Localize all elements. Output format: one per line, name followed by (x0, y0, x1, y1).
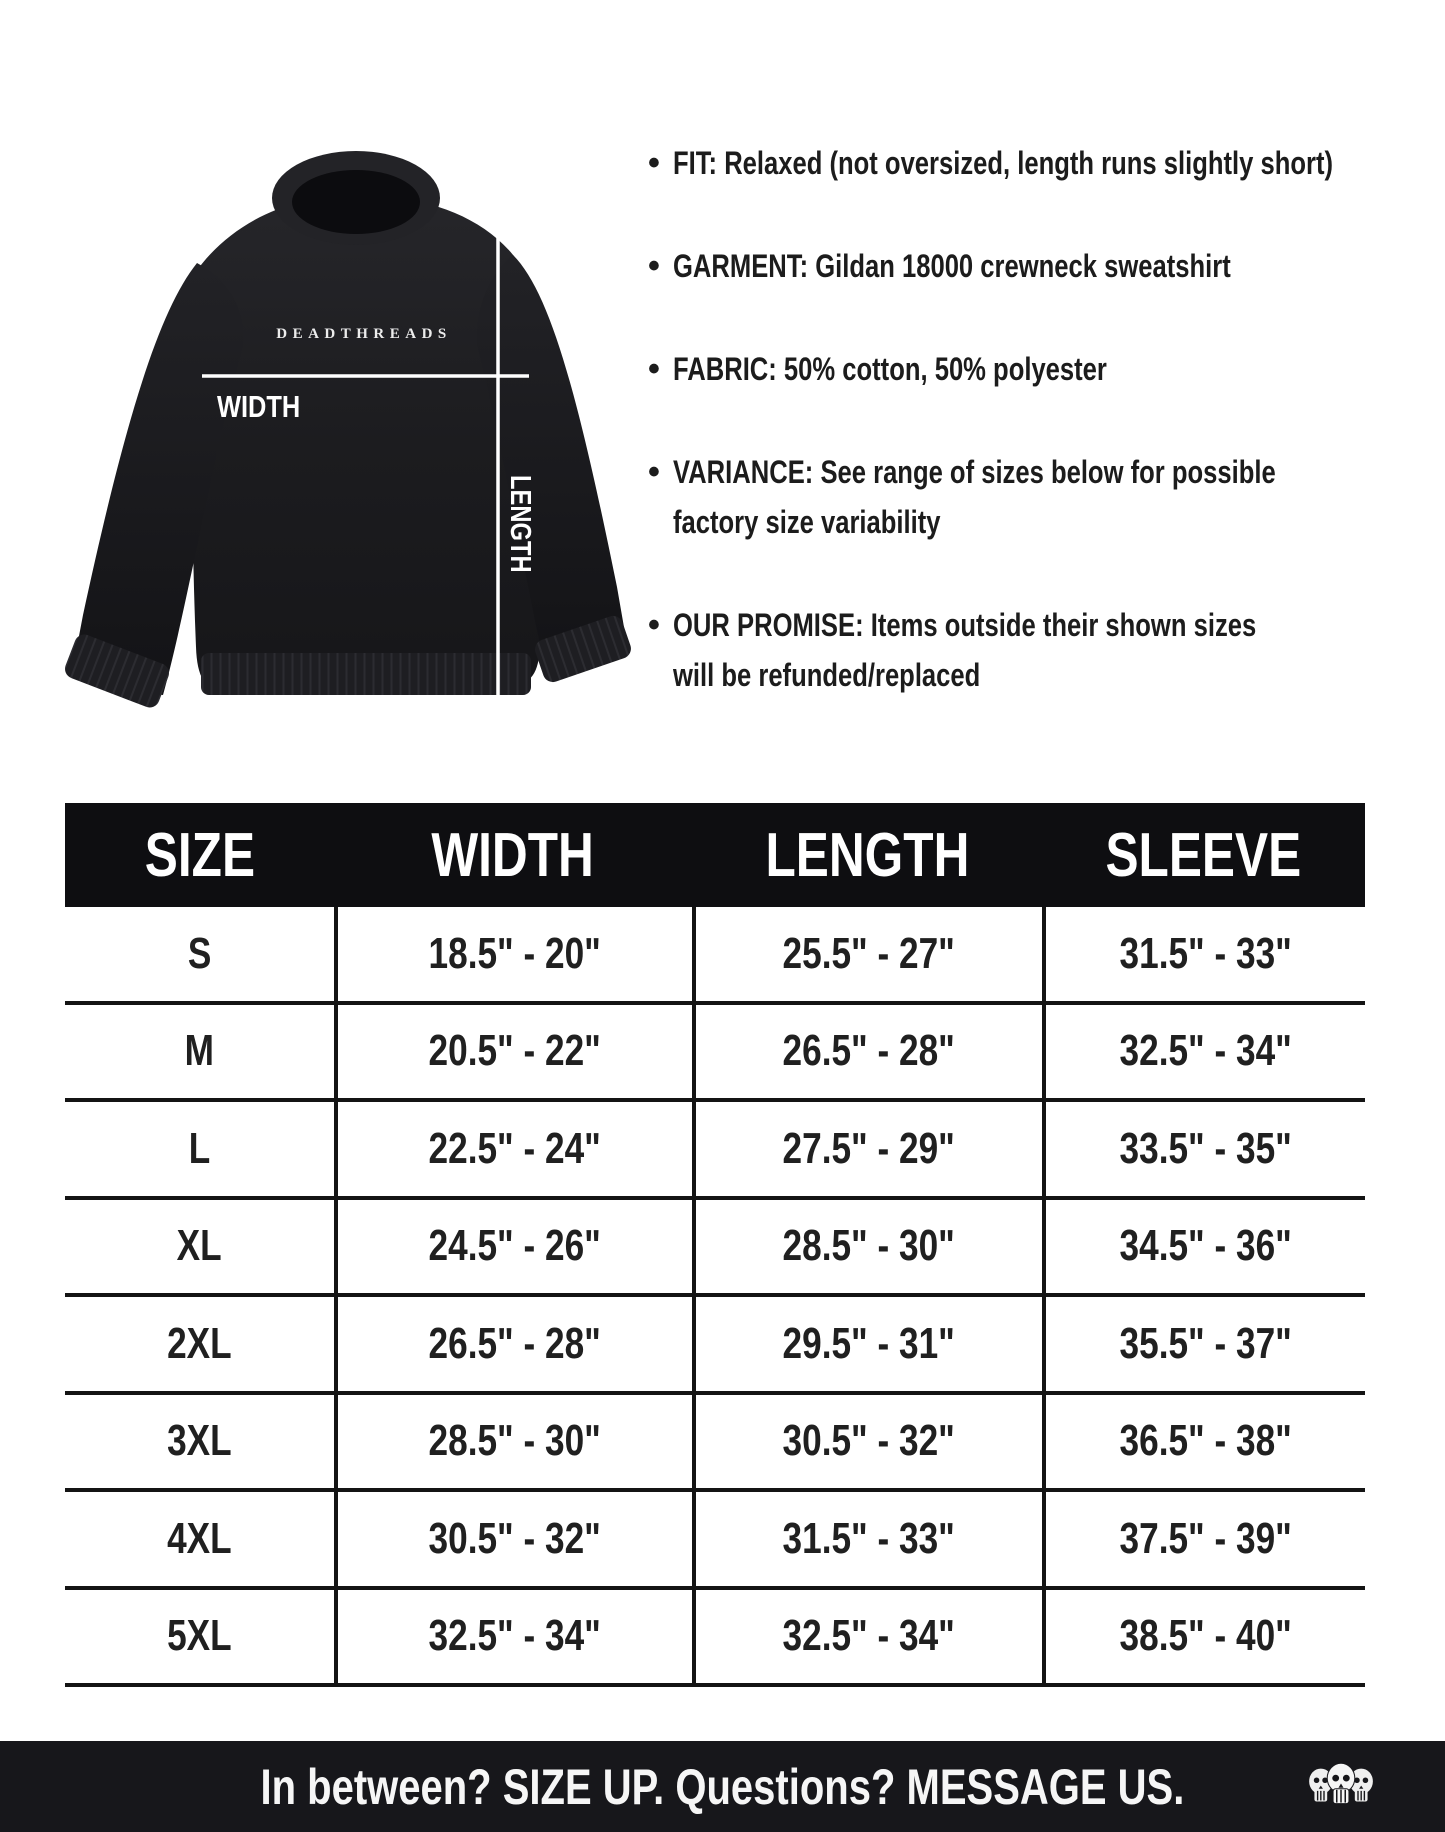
length-cell: 32.5" - 34" (692, 1590, 1042, 1684)
sleeve-cell: 36.5" - 38" (1042, 1395, 1365, 1489)
product-details-list (648, 138, 1428, 753)
table-row (65, 907, 1365, 1005)
table-row (65, 1005, 1365, 1103)
sleeve-cell: 35.5" - 37" (1042, 1297, 1365, 1391)
length-measure-label: LENGTH (504, 475, 538, 573)
footer-message: In between? SIZE UP. Questions? MESSAGE US. (260, 1758, 1185, 1815)
size-cell: 5XL (167, 1611, 232, 1661)
length-cell: 30.5" - 32" (692, 1395, 1042, 1489)
width-cell: 30.5" - 32" (334, 1492, 692, 1586)
table-row (65, 1102, 1365, 1200)
table-row (65, 1492, 1365, 1590)
sleeve-cell: 37.5" - 39" (1042, 1492, 1365, 1586)
width-cell: 24.5" - 26" (334, 1200, 692, 1294)
detail-line: will be refunded/replaced (672, 657, 981, 693)
column-header-width: WIDTH (431, 820, 595, 890)
size-cell: L (188, 1123, 211, 1173)
width-cell: 20.5" - 22" (334, 1005, 692, 1099)
size-cell: 3XL (167, 1416, 232, 1466)
detail-line: • FIT: Relaxed (not oversized, length runs slightly short) (672, 145, 1333, 181)
column-header-length: LENGTH (765, 820, 969, 890)
detail-item-variance (648, 447, 1428, 547)
column-header-sleeve: SLEEVE (1105, 820, 1302, 890)
detail-item-fit (648, 138, 1428, 188)
width-cell: 32.5" - 34" (334, 1590, 692, 1684)
sweatshirt-hem (201, 653, 531, 695)
size-table (65, 803, 1365, 1687)
size-cell: S (187, 928, 212, 978)
detail-line: • GARMENT: Gildan 18000 crewneck sweatshirt (672, 248, 1231, 284)
width-cell: 26.5" - 28" (334, 1297, 692, 1391)
size-cell: XL (176, 1221, 222, 1271)
length-cell: 28.5" - 30" (692, 1200, 1042, 1294)
column-header-size: SIZE (144, 820, 255, 890)
table-row (65, 1200, 1365, 1298)
sleeve-cell: 32.5" - 34" (1042, 1005, 1365, 1099)
detail-line: factory size variability (672, 504, 941, 540)
size-cell: M (184, 1026, 215, 1076)
detail-item-garment (648, 241, 1428, 291)
table-row (65, 1395, 1365, 1493)
detail-line: • FABRIC: 50% cotton, 50% polyester (672, 351, 1107, 387)
length-cell: 31.5" - 33" (692, 1492, 1042, 1586)
detail-item-fabric (648, 344, 1428, 394)
sweatshirt-image (45, 95, 645, 720)
size-cell: 2XL (167, 1318, 232, 1368)
sleeve-cell: 31.5" - 33" (1042, 907, 1365, 1001)
length-cell: 27.5" - 29" (692, 1102, 1042, 1196)
length-cell: 29.5" - 31" (692, 1297, 1042, 1391)
brand-logo-text: DEADTHREADS (276, 326, 452, 342)
detail-line: • VARIANCE: See range of sizes below for possible (672, 454, 1276, 490)
width-cell: 28.5" - 30" (334, 1395, 692, 1489)
size-cell: 4XL (167, 1513, 232, 1563)
detail-item-promise (648, 600, 1428, 700)
width-cell: 22.5" - 24" (334, 1102, 692, 1196)
sleeve-cell: 33.5" - 35" (1042, 1102, 1365, 1196)
sleeve-cell: 38.5" - 40" (1042, 1590, 1365, 1684)
table-row (65, 1590, 1365, 1688)
footer-bar (0, 1741, 1445, 1832)
length-cell: 26.5" - 28" (692, 1005, 1042, 1099)
width-measure-label: WIDTH (217, 389, 301, 425)
width-cell: 18.5" - 20" (334, 907, 692, 1001)
detail-line: • OUR PROMISE: Items outside their shown sizes (672, 607, 1257, 643)
product-figure (45, 95, 645, 720)
table-header (65, 803, 1365, 907)
three-skulls-icon (1307, 1753, 1375, 1820)
length-cell: 25.5" - 27" (692, 907, 1042, 1001)
sleeve-cell: 34.5" - 36" (1042, 1200, 1365, 1294)
sweatshirt-collar-inner (292, 170, 420, 234)
sweatshirt-body (192, 195, 540, 693)
table-row (65, 1297, 1365, 1395)
